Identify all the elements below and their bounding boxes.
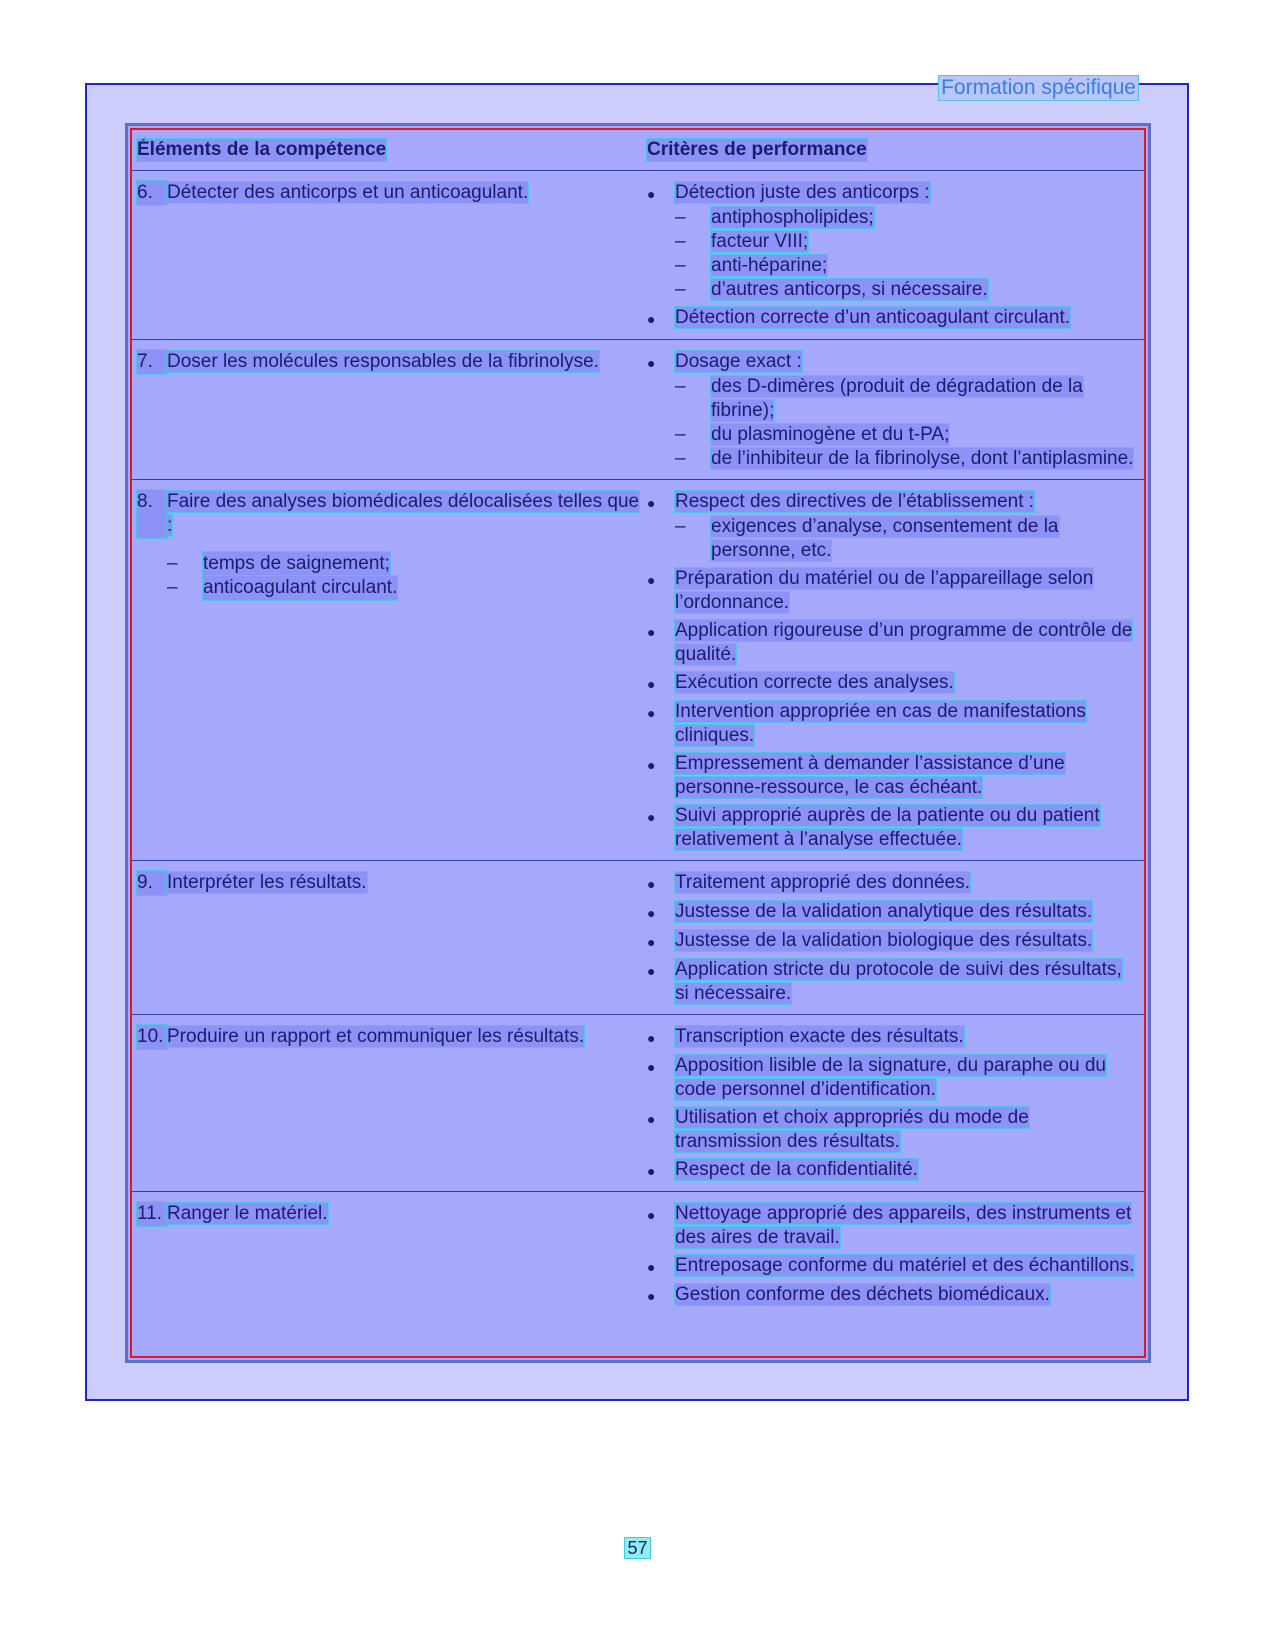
element-number: 7.: [137, 350, 167, 374]
criterion-text: [675, 1254, 1136, 1279]
criterion-text-inner: Justesse de la validation biologique des résultats.: [675, 930, 1093, 951]
competence-table-border: [130, 128, 1146, 1358]
dash-marker: –: [675, 516, 686, 537]
dash-marker: –: [167, 553, 178, 574]
criterion-text: [675, 1025, 1136, 1050]
element-text-inner: Détecter des anticorps et un anticoagulant.: [167, 182, 529, 203]
criterion: [647, 490, 1136, 515]
criterion-text: [675, 900, 1136, 925]
element-text: [167, 1025, 647, 1049]
criterion: [647, 1254, 1136, 1279]
criterion: [647, 1106, 1136, 1154]
criterion-text: [675, 752, 1136, 800]
criterion-text-inner: Détection juste des anticorps :: [675, 182, 930, 203]
sub-criterion: [675, 423, 1136, 447]
sub-criterion-text-inner: anti-héparine;: [711, 255, 828, 276]
criteria-cell: [647, 1192, 1144, 1317]
competence-element: [137, 181, 647, 205]
header-elements: Éléments de la compétence: [137, 139, 387, 160]
criterion-text-inner: Utilisation et choix appropriés du mode de transmission des résultats.: [675, 1107, 1029, 1152]
dash-marker: –: [167, 577, 178, 598]
element-number: 11.: [137, 1202, 167, 1226]
criteria-cell: [647, 1015, 1144, 1192]
sub-criterion: [675, 278, 1136, 302]
criterion: [647, 619, 1136, 667]
page-frame: [85, 76, 1189, 1401]
criterion-text-inner: Gestion conforme des déchets biomédicaux.: [675, 1284, 1050, 1305]
criterion-text: [675, 1158, 1136, 1183]
criterion: [647, 929, 1136, 954]
criterion-text: [675, 671, 1136, 696]
criterion-text-inner: Apposition lisible de la signature, du paraphe ou du code personnel d’identification.: [675, 1055, 1106, 1100]
bullet-icon: ●: [647, 905, 656, 921]
sub-criterion-text: [711, 206, 1136, 230]
dash-marker: –: [675, 207, 686, 228]
criterion-text-inner: Application stricte du protocole de suivi des résultats, si nécessaire.: [675, 959, 1122, 1004]
sub-criterion: [675, 375, 1136, 423]
criterion: [647, 804, 1136, 852]
criterion-text: [675, 490, 1136, 515]
element-cell: [132, 861, 647, 1015]
criterion-text-inner: Transcription exacte des résultats.: [675, 1026, 964, 1047]
header-cell-criteria: [647, 130, 1144, 171]
competence-element: [137, 1202, 647, 1226]
criterion: [647, 958, 1136, 1006]
dash-marker: –: [675, 255, 686, 276]
criterion-text: [675, 1054, 1136, 1102]
criterion: [647, 752, 1136, 800]
criterion-text-inner: Empressement à demander l’assistance d’une personne-ressource, le cas échéant.: [675, 753, 1065, 798]
criterion: [647, 350, 1136, 375]
criteria-cell: [647, 340, 1144, 480]
criterion-text: [675, 1202, 1136, 1250]
table-row: [132, 480, 1144, 861]
element-cell: [132, 1192, 647, 1317]
criteria-cell: [647, 480, 1144, 861]
element-cell: [132, 171, 647, 340]
bullet-icon: ●: [647, 705, 656, 721]
dash-marker: –: [675, 231, 686, 252]
sub-criterion-text-inner: d’autres anticorps, si nécessaire.: [711, 279, 988, 300]
sub-criterion: [675, 206, 1136, 230]
criterion-text-inner: Respect de la confidentialité.: [675, 1159, 918, 1180]
element-number: 10.: [137, 1025, 167, 1049]
competence-element: [137, 871, 647, 895]
element-text-inner: Doser les molécules responsables de la fibrinolyse.: [167, 351, 599, 372]
element-text: [167, 490, 647, 538]
element-cell: [132, 480, 647, 861]
bullet-icon: ●: [647, 934, 656, 950]
criterion-text-inner: Préparation du matériel ou de l’appareillage selon l’ordonnance.: [675, 568, 1094, 613]
sub-criterion-text-inner: des D-dimères (produit de dégradation de la fibrine);: [711, 376, 1083, 421]
sub-criterion-text: [711, 278, 1136, 302]
criterion-text-inner: Intervention appropriée en cas de manifestations cliniques.: [675, 701, 1086, 746]
sub-criterion-text-inner: de l’inhibiteur de la fibrinolyse, dont l’antiplasmine.: [711, 448, 1134, 469]
table-header-row: [132, 130, 1144, 171]
criterion-text-inner: Suivi approprié auprès de la patiente ou du patient relativement à l’analyse effectuée.: [675, 805, 1100, 850]
bullet-icon: ●: [647, 1288, 656, 1304]
bullet-icon: ●: [647, 186, 656, 202]
bullet-icon: ●: [647, 1163, 656, 1179]
sub-criterion-text-inner: exigences d’analyse, consentement de la personne, etc.: [711, 516, 1059, 561]
table-row: [132, 1015, 1144, 1192]
criterion-text: [675, 181, 1136, 206]
criterion: [647, 671, 1136, 696]
competence-element: [137, 490, 647, 538]
criterion-text: [675, 350, 1136, 375]
element-subitem: [167, 576, 647, 600]
section-header-label: Formation spécifique: [938, 75, 1139, 101]
bullet-icon: ●: [647, 876, 656, 892]
bullet-icon: ●: [647, 1030, 656, 1046]
sub-criterion: [675, 254, 1136, 278]
competence-element: [137, 1025, 647, 1049]
criterion-text-inner: Justesse de la validation analytique des résultats.: [675, 901, 1093, 922]
page-number: [0, 1538, 1275, 1559]
element-text-inner: Faire des analyses biomédicales délocalisées telles que :: [167, 491, 640, 536]
criterion: [647, 900, 1136, 925]
criterion: [647, 181, 1136, 206]
table-row: [132, 861, 1144, 1015]
bullet-icon: ●: [647, 1207, 656, 1223]
bullet-icon: ●: [647, 624, 656, 640]
bullet-icon: ●: [647, 1259, 656, 1275]
criterion-text-inner: Application rigoureuse d’un programme de contrôle de qualité.: [675, 620, 1133, 665]
element-sublist: [167, 552, 647, 600]
bullet-icon: ●: [647, 355, 656, 371]
element-subitem-text: anticoagulant circulant.: [203, 577, 398, 598]
sub-criterion-text: [711, 447, 1136, 471]
criterion: [647, 1283, 1136, 1308]
competence-element: [137, 350, 647, 374]
bullet-icon: ●: [647, 572, 656, 588]
element-text: [167, 350, 647, 374]
sub-criterion-text-inner: antiphospholipides;: [711, 207, 874, 228]
criterion-text-inner: Détection correcte d’un anticoagulant circulant.: [675, 307, 1071, 328]
sub-criterion-text: [711, 423, 1136, 447]
criterion-text-inner: Entreposage conforme du matériel et des échantillons.: [675, 1255, 1135, 1276]
page-number-text: 57: [627, 1538, 648, 1558]
element-number: 8.: [137, 490, 167, 538]
dash-marker: –: [675, 424, 686, 445]
criterion-text: [675, 619, 1136, 667]
element-text-inner: Interpréter les résultats.: [167, 872, 367, 893]
criterion-text: [675, 871, 1136, 896]
sub-criterion: [675, 515, 1136, 563]
sub-criterion: [675, 447, 1136, 471]
bullet-icon: ●: [647, 676, 656, 692]
dash-marker: –: [675, 376, 686, 397]
criterion: [647, 1054, 1136, 1102]
sub-criterion-text-inner: facteur VIII;: [711, 231, 809, 252]
element-text-inner: Ranger le matériel.: [167, 1203, 328, 1224]
criterion-text: [675, 958, 1136, 1006]
criterion-text: [675, 1283, 1136, 1308]
bullet-icon: ●: [647, 809, 656, 825]
element-text: [167, 181, 647, 205]
criterion: [647, 871, 1136, 896]
criterion: [647, 1158, 1136, 1183]
bullet-icon: ●: [647, 963, 656, 979]
element-text: [167, 871, 647, 895]
element-number: 9.: [137, 871, 167, 895]
criterion-text: [675, 804, 1136, 852]
dash-marker: –: [675, 448, 686, 469]
sub-criterion-text: [711, 375, 1136, 423]
bullet-icon: ●: [647, 1111, 656, 1127]
criterion-text: [675, 700, 1136, 748]
criterion: [647, 1025, 1136, 1050]
criterion: [647, 1202, 1136, 1250]
sub-criterion-text-inner: du plasminogène et du t-PA;: [711, 424, 950, 445]
header-cell-elements: [132, 130, 647, 171]
table-row: [132, 171, 1144, 340]
criterion-text: [675, 1106, 1136, 1154]
competence-table-frame: [125, 123, 1151, 1363]
bullet-icon: ●: [647, 311, 656, 327]
element-subitem: [167, 552, 647, 576]
element-cell: [132, 1015, 647, 1192]
element-number: 6.: [137, 181, 167, 205]
competence-table: [132, 130, 1144, 1316]
criterion-text-inner: Exécution correcte des analyses.: [675, 672, 954, 693]
criterion: [647, 700, 1136, 748]
criteria-cell: [647, 861, 1144, 1015]
criterion-text-inner: Dosage exact :: [675, 351, 802, 372]
criterion-text-inner: Traitement approprié des données.: [675, 872, 971, 893]
sub-criterion-text: [711, 254, 1136, 278]
element-cell: [132, 340, 647, 480]
header-criteria: Critères de performance: [647, 139, 867, 160]
criterion-text: [675, 567, 1136, 615]
criterion-text-inner: Nettoyage approprié des appareils, des instruments et des aires de travail.: [675, 1203, 1132, 1248]
criterion-text-inner: Respect des directives de l’établissement :: [675, 491, 1035, 512]
criterion-text: [675, 929, 1136, 954]
bullet-icon: ●: [647, 1059, 656, 1075]
sub-criterion-text: [711, 230, 1136, 254]
element-subitem-text: temps de saignement;: [203, 553, 390, 574]
criterion: [647, 306, 1136, 331]
sub-criterion-text: [711, 515, 1136, 563]
criterion: [647, 567, 1136, 615]
bullet-icon: ●: [647, 495, 656, 511]
bullet-icon: ●: [647, 757, 656, 773]
criteria-cell: [647, 171, 1144, 340]
element-text-inner: Produire un rapport et communiquer les résultats.: [167, 1026, 585, 1047]
table-row: [132, 340, 1144, 480]
element-text: [167, 1202, 647, 1226]
table-row: [132, 1192, 1144, 1317]
sub-criterion: [675, 230, 1136, 254]
criterion-text: [675, 306, 1136, 331]
dash-marker: –: [675, 279, 686, 300]
